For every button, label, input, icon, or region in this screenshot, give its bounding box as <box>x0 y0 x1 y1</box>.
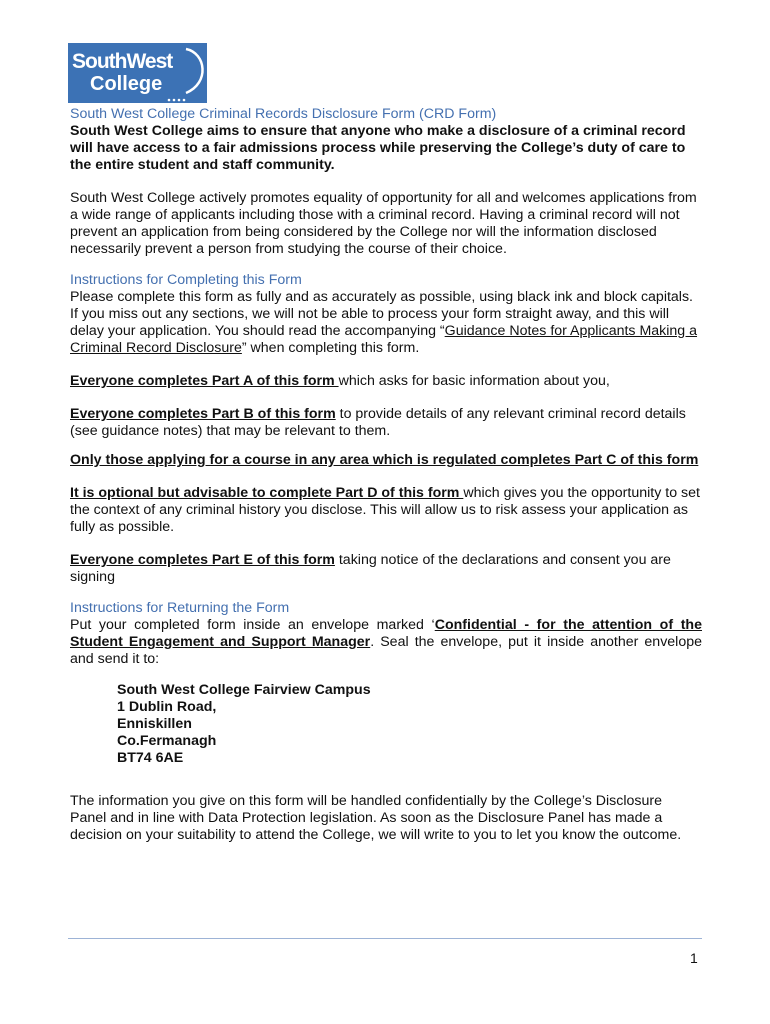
part-e-bold: Everyone completes Part E of this form <box>70 552 335 568</box>
returning-text-start: Put your completed form inside an envelope marked ‘ <box>70 617 435 633</box>
completing-text-end: ” when completing this form. <box>241 340 420 356</box>
page-number: 1 <box>690 950 698 966</box>
intro-statement: South West College aims to ensure that anyone who make a disclosure of a criminal record will have access to a fair admissions process while preserving the College’s duty of care to the entire student and staff community. <box>70 123 686 173</box>
confidentiality-paragraph: The information you give on this form will be handled confidentially by the College’s Disclosure Panel and in line with Data Protection legislation. As soon as the Disclosure Panel has made a decision on your suitability to attend the College, we will write to you to let you know the outcome. <box>70 793 682 843</box>
part-d-text: which gives you the opportunity to set the context of any criminal history you disclose. This will allow us to risk assess your application as fully as possible. <box>70 485 700 535</box>
part-d-instruction <box>70 485 702 536</box>
part-d-bold: It is optional but advisable to complete Part D of this form <box>70 485 464 501</box>
confidential-label: Confidential - for the attention of the Student Engagement and Support Manager <box>70 617 702 650</box>
part-e-text: taking notice of the declarations and consent you are signing <box>70 552 671 585</box>
part-a-text: which asks for basic information about you, <box>338 373 610 389</box>
part-c-instruction <box>70 452 702 469</box>
returning-text-end: . Seal the envelope, put it inside another envelope and send it to: <box>70 634 703 667</box>
returning-instructions-paragraph <box>70 617 702 668</box>
returning-instructions-heading: Instructions for Returning the Form <box>70 600 290 616</box>
logo-text-line2: College <box>90 73 163 95</box>
completing-text-start: Please complete this form as fully and as accurately as possible, using black ink and block capitals. If you miss out any sections, we will not be able to process your form straight away, and this will delay your application. You should read the accompanying “ <box>70 289 693 339</box>
document-body <box>70 106 702 844</box>
part-b-text: to provide details of any relevant criminal record details (see guidance notes) that may be relevant to them. <box>70 406 686 439</box>
form-title: South West College Criminal Records Disclosure Form (CRD Form) <box>70 106 497 122</box>
equality-paragraph: South West College actively promotes equality of opportunity for all and welcomes applications from a wide range of applicants including those with a criminal record. Having a criminal record will not prevent an application from being considered by the College nor will the information disclosed necessarily prevent a person from studying the course of their choice. <box>70 190 697 257</box>
part-a-bold: Everyone completes Part A of this form <box>70 373 339 389</box>
completing-instructions-heading: Instructions for Completing this Form <box>70 272 302 288</box>
footer-divider <box>68 938 702 939</box>
address-line: BT74 6AE <box>117 750 184 766</box>
logo-text-line1: SouthWest <box>72 50 173 73</box>
part-b-instruction <box>70 406 702 440</box>
address-line: 1 Dublin Road, <box>117 699 217 715</box>
college-logo <box>68 43 207 103</box>
address-line: Co.Fermanagh <box>117 733 217 749</box>
address-line: South West College Fairview Campus <box>117 682 371 698</box>
mailing-address <box>117 682 702 767</box>
part-e-instruction <box>70 552 702 586</box>
completing-instructions-paragraph <box>70 289 702 357</box>
address-line: Enniskillen <box>117 716 192 732</box>
part-b-bold: Everyone completes Part B of this form <box>70 406 336 422</box>
part-a-instruction <box>70 373 702 390</box>
part-c-bold: Only those applying for a course in any area which is regulated completes Part C of this form <box>70 452 699 468</box>
guidance-notes-link[interactable]: Guidance Notes for Applicants Making a Criminal Record Disclosure <box>70 323 698 356</box>
